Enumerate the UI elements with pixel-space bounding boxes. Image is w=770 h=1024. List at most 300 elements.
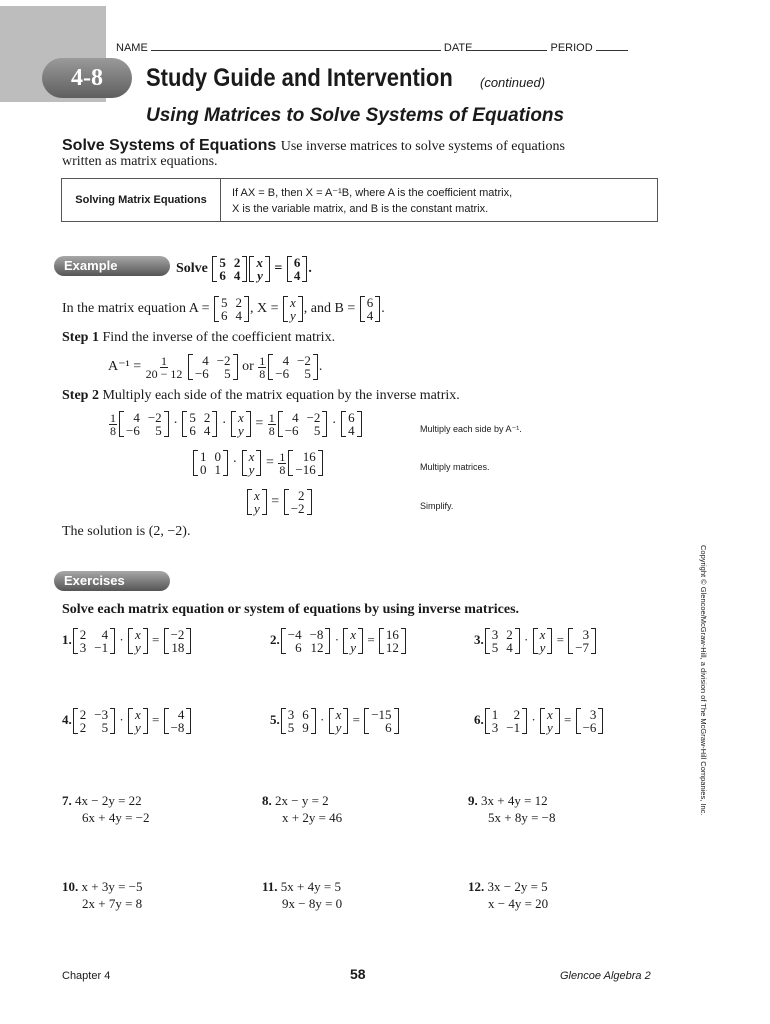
matrix xyxy=(128,628,148,654)
inverse-line: A⁻¹ = $\frac{1}{20 - 12}$ 4 −2 −6 5 or $\frac{1}{8}$ 4 −2 −6 5 . xyxy=(108,353,323,381)
section-heading xyxy=(62,137,565,155)
exercise-number: 1. xyxy=(62,631,72,647)
matrix-cells xyxy=(384,628,401,654)
exercise-number: 12. xyxy=(468,879,485,894)
matrix-cell: x xyxy=(335,707,342,722)
matrix xyxy=(540,708,560,734)
exercise-number: 10. xyxy=(62,879,79,894)
matrix-cell: 4 xyxy=(101,627,109,642)
matrix xyxy=(242,450,262,476)
a-inverse: A⁻¹ = xyxy=(108,359,142,375)
matrix-cell: x xyxy=(350,627,357,642)
lesson-badge: 4-8 xyxy=(42,58,132,98)
matrix-cell: 0 xyxy=(200,462,207,477)
matrix xyxy=(485,628,520,654)
matrix-cells xyxy=(348,628,358,654)
matrix xyxy=(214,296,249,322)
fraction xyxy=(258,355,266,380)
matrix-cell: 6 xyxy=(219,268,226,283)
rule-line-2: X is the variable matrix, and B is the constant matrix. xyxy=(232,203,489,215)
right-bracket xyxy=(522,708,527,734)
matrix-cell: y xyxy=(546,720,553,735)
matrix-cell: −2 xyxy=(216,353,231,368)
intro-pre: In the matrix equation A = xyxy=(62,301,210,317)
matrix-cell: −6 xyxy=(275,366,290,381)
matrix-cell: x xyxy=(256,255,263,270)
right-bracket xyxy=(591,628,596,654)
equation-2: 6x + 4y = −2 xyxy=(82,810,150,825)
matrix-cell: y xyxy=(290,308,296,323)
matrix-cell: 6 xyxy=(385,720,392,735)
matrix xyxy=(284,489,312,515)
matrix-cell: x xyxy=(290,295,296,310)
matrix-cells xyxy=(169,708,187,734)
matrix xyxy=(231,411,251,437)
name-label: NAME xyxy=(116,42,148,54)
matrix-cell: 5 xyxy=(101,720,109,735)
right-bracket xyxy=(547,628,552,654)
matrix-cell: 6 xyxy=(189,423,196,438)
exercise-number: 3. xyxy=(474,631,484,647)
fraction xyxy=(146,355,183,380)
right-bracket xyxy=(244,296,249,322)
matrix xyxy=(379,628,406,654)
matrix-cells xyxy=(545,708,555,734)
date-label: DATE xyxy=(443,42,473,54)
matrix-cell: 3 xyxy=(589,707,597,722)
right-bracket xyxy=(357,411,362,437)
note-simplify: Simplify. xyxy=(420,501,454,511)
matrix-exercise: 2. −4 −8 6 12 · x y = 16 12 xyxy=(270,628,407,654)
matrix-cell: −2 xyxy=(297,353,311,368)
matrix-cell: −6 xyxy=(284,423,299,438)
exercise-number: 2. xyxy=(270,631,280,647)
matrix-cells xyxy=(573,628,591,654)
matrix-cell: 4 xyxy=(235,308,242,323)
matrix-cell: 18 xyxy=(171,640,185,655)
right-bracket xyxy=(186,628,191,654)
matrix-cell: 4 xyxy=(233,268,241,283)
denominator: 8 xyxy=(279,462,286,477)
copyright-notice: Copyright © Glencoe/McGraw-Hill, a division of The McGraw-Hill Companies, Inc. xyxy=(699,545,708,816)
equation-2: 2x + 7y = 8 xyxy=(82,896,143,911)
matrix-cell: 1 xyxy=(214,462,221,477)
system-exercise xyxy=(262,878,342,912)
matrix-cell: 5 xyxy=(189,410,196,425)
matrix-cell: y xyxy=(335,720,342,735)
system-exercise xyxy=(468,792,556,826)
matrix-cell: −7 xyxy=(575,640,590,655)
matrix-cells xyxy=(193,354,233,380)
rule-box-label: Solving Matrix Equations xyxy=(62,179,221,221)
matrix xyxy=(188,354,238,380)
matrix-cells xyxy=(124,411,164,437)
matrix-cell: 12 xyxy=(385,640,399,655)
intro-and: , and B = xyxy=(303,301,356,317)
matrix-cell: x xyxy=(238,410,244,425)
step2-line-2: 1 0 0 1 · x y = $\frac{1}{8}$ 16 −16 xyxy=(192,450,324,476)
matrix-cell: 3 xyxy=(582,627,590,642)
matrix-cell: 0 xyxy=(214,449,221,464)
step-2 xyxy=(62,388,460,404)
matrix-cell: 3 xyxy=(491,627,499,642)
matrix-cells xyxy=(538,628,548,654)
matrix-cell: 4 xyxy=(366,308,374,323)
matrix xyxy=(73,628,115,654)
matrix-cell: 6 xyxy=(366,295,374,310)
matrix-cell: x xyxy=(248,449,255,464)
matrix-exercise: 6. 1 2 3 −1 · x y = 3 −6 xyxy=(474,708,604,734)
matrix-cells xyxy=(286,708,311,734)
matrix-cell: 5 xyxy=(491,640,499,655)
page-title: Study Guide and Intervention xyxy=(146,64,453,92)
matrix-cell: −2 xyxy=(290,501,305,516)
right-bracket xyxy=(358,628,363,654)
matrix-cell: 2 xyxy=(233,255,241,270)
footer-page-number: 58 xyxy=(350,966,366,982)
example-problem: Solve 5 2 6 4 x y = 6 4 . xyxy=(176,255,312,283)
matrix-cell: −15 xyxy=(371,707,392,722)
matrix-cell: y xyxy=(238,423,244,438)
right-bracket xyxy=(164,411,169,437)
matrix-cell: −1 xyxy=(94,640,109,655)
matrix-cells xyxy=(289,489,307,515)
footer-chapter: Chapter 4 xyxy=(62,970,111,982)
matrix xyxy=(283,296,303,322)
note-multiply-inverse: Multiply each side by A⁻¹. xyxy=(420,424,522,434)
matrix-cell: −3 xyxy=(94,707,109,722)
matrix xyxy=(164,628,192,654)
right-bracket xyxy=(401,628,406,654)
matrix-cells xyxy=(365,296,376,322)
matrix-cell: −2 xyxy=(147,410,162,425)
denominator: 8 xyxy=(110,423,116,438)
date-field[interactable] xyxy=(472,40,547,51)
matrix-cell: x xyxy=(254,488,260,503)
exercise-number: 6. xyxy=(474,711,484,727)
header-line xyxy=(116,40,628,54)
equation-2: 5x + 8y = −8 xyxy=(488,810,556,825)
equation-1: 3x + 4y = 12 xyxy=(481,793,548,808)
matrix-cell: y xyxy=(248,462,255,477)
matrix xyxy=(247,489,267,515)
exercise-number: 7. xyxy=(62,793,72,808)
right-bracket xyxy=(212,411,217,437)
matrix-cells xyxy=(334,708,344,734)
matrix-cell: 3 xyxy=(491,720,499,735)
right-bracket xyxy=(515,628,520,654)
matrix-cell: x xyxy=(134,627,141,642)
matrix-exercise: 1. 2 4 3 −1 · x y = −2 18 xyxy=(62,628,192,654)
matrix xyxy=(364,708,398,734)
footer-book-title: Glencoe Algebra 2 xyxy=(560,970,651,982)
matrix-cell: 4 xyxy=(177,707,185,722)
matrix xyxy=(281,708,316,734)
matrix-cell: 5 xyxy=(304,366,311,381)
matrix-cells xyxy=(78,708,110,734)
example-label: Example xyxy=(54,256,170,276)
matrix-cells xyxy=(254,256,265,282)
or-word: or xyxy=(242,359,254,375)
title-note: (continued) xyxy=(480,75,546,90)
right-bracket xyxy=(233,354,238,380)
matrix-cells xyxy=(217,256,242,282)
matrix-cell: 2 xyxy=(79,627,87,642)
matrix-cells xyxy=(133,628,143,654)
exercise-number: 8. xyxy=(262,793,272,808)
matrix-cell: 4 xyxy=(133,410,140,425)
rule-box-text xyxy=(232,185,512,217)
matrix xyxy=(128,708,148,734)
matrix-cell: y xyxy=(254,501,260,516)
matrix-cells xyxy=(169,628,187,654)
matrix-cell: y xyxy=(134,720,141,735)
system-exercise xyxy=(62,878,143,912)
matrix-cell: x xyxy=(134,707,141,722)
right-bracket xyxy=(110,708,115,734)
right-bracket xyxy=(311,708,316,734)
matrix xyxy=(249,256,270,282)
numerator: 1 xyxy=(279,449,286,464)
matrix-cells xyxy=(490,628,515,654)
example-solution: The solution is (2, −2). xyxy=(62,524,191,539)
matrix-cell: y xyxy=(134,640,141,655)
right-bracket xyxy=(256,450,261,476)
section-title: Solve Systems of Equations xyxy=(62,137,277,154)
matrix-cell: 2 xyxy=(298,488,305,503)
right-bracket xyxy=(302,256,307,282)
right-bracket xyxy=(186,708,191,734)
right-bracket xyxy=(394,708,399,734)
page-subtitle: Using Matrices to Solve Systems of Equations xyxy=(146,105,565,126)
matrix xyxy=(576,708,604,734)
system-exercise xyxy=(262,792,342,826)
matrix xyxy=(193,450,228,476)
right-bracket xyxy=(246,411,251,437)
fraction xyxy=(109,412,117,437)
equation-1: 2x − y = 2 xyxy=(275,793,329,808)
denominator: 20 − 12 xyxy=(145,366,183,381)
matrix-cell: 4 xyxy=(203,423,211,438)
solve-word: Solve xyxy=(176,261,208,277)
exercise-number: 11. xyxy=(262,879,278,894)
matrix xyxy=(281,628,331,654)
matrix-cell: 1 xyxy=(200,449,207,464)
numerator: 1 xyxy=(268,410,275,425)
fraction xyxy=(268,412,276,437)
matrix-cell: 3 xyxy=(79,640,87,655)
matrix xyxy=(341,411,362,437)
matrix-cell: 2 xyxy=(506,627,513,642)
matrix-cell: 6 xyxy=(220,308,228,323)
matrix-cell: 4 xyxy=(348,423,355,438)
equation-1: x + 3y = −5 xyxy=(81,879,143,894)
fraction xyxy=(278,451,286,476)
matrix-cell: 2 xyxy=(79,707,87,722)
matrix-cells xyxy=(78,628,110,654)
matrix-cell: −6 xyxy=(126,423,140,438)
right-bracket xyxy=(265,256,270,282)
matrix-cells xyxy=(581,708,599,734)
matrix xyxy=(533,628,553,654)
matrix-cell: −6 xyxy=(194,366,209,381)
step2-text: Multiply each side of the matrix equation by the inverse matrix. xyxy=(102,388,460,403)
step-1 xyxy=(62,330,335,346)
section-desc: Use inverse matrices to solve systems of equations xyxy=(280,139,565,154)
rule-box xyxy=(61,178,658,222)
matrix-cell: −1 xyxy=(506,720,521,735)
matrix-cells xyxy=(369,708,393,734)
matrix-cell: 5 xyxy=(224,366,231,381)
exercises-instruction: Solve each matrix equation or system of equations by using inverse matrices. xyxy=(62,602,520,617)
matrix-cell: 4 xyxy=(282,353,290,368)
matrix-cells xyxy=(346,411,357,437)
right-bracket xyxy=(223,450,228,476)
right-bracket xyxy=(598,708,603,734)
matrix-cell: 5 xyxy=(313,423,321,438)
matrix xyxy=(164,708,192,734)
system-exercise xyxy=(468,878,548,912)
matrix-cell: 5 xyxy=(287,720,295,735)
matrix-cells xyxy=(292,256,303,282)
matrix-cell: 6 xyxy=(348,410,355,425)
matrix xyxy=(73,708,115,734)
exercise-number: 9. xyxy=(468,793,478,808)
matrix-exercise: 3. 3 2 5 4 · x y = 3 −7 xyxy=(474,628,597,654)
matrix-cells xyxy=(252,489,262,515)
intro-x: , X = xyxy=(249,301,279,317)
matrix-cell: 2 xyxy=(79,720,87,735)
matrix-cells xyxy=(198,450,223,476)
equation-1: 4x − 2y = 22 xyxy=(75,793,142,808)
matrix-exercise: 4. 2 −3 2 5 · x y = 4 −8 xyxy=(62,708,192,734)
system-exercise xyxy=(62,792,150,826)
matrix-cell: x xyxy=(546,707,553,722)
matrix-cells xyxy=(247,450,257,476)
period-field[interactable] xyxy=(596,40,628,51)
right-bracket xyxy=(343,708,348,734)
numerator: 1 xyxy=(110,410,116,425)
matrix-cells xyxy=(283,411,323,437)
matrix-cell: 6 xyxy=(295,640,302,655)
right-bracket xyxy=(143,708,148,734)
matrix-cells xyxy=(133,708,143,734)
section-desc-2: written as matrix equations. xyxy=(62,154,218,169)
exercise-number: 5. xyxy=(270,711,280,727)
right-bracket xyxy=(322,411,327,437)
exercises-label: Exercises xyxy=(54,571,170,591)
period-label: PERIOD xyxy=(550,42,593,54)
rule-line-1: If AX = B, then X = A⁻¹B, where A is the coefficient matrix, xyxy=(232,187,513,199)
matrix-cell: 5 xyxy=(155,423,162,438)
denominator: 8 xyxy=(259,366,266,381)
matrix-cell: 12 xyxy=(310,640,324,655)
right-bracket xyxy=(298,296,303,322)
right-bracket xyxy=(325,628,330,654)
matrix-cell: 4 xyxy=(293,268,301,283)
matrix-cells xyxy=(236,411,246,437)
matrix xyxy=(343,628,363,654)
right-bracket xyxy=(555,708,560,734)
matrix xyxy=(360,296,381,322)
right-bracket xyxy=(318,450,323,476)
matrix-cells xyxy=(293,450,317,476)
exercise-number: 4. xyxy=(62,711,72,727)
matrix-cell: 2 xyxy=(513,707,521,722)
matrix-cell: 9 xyxy=(302,720,309,735)
matrix xyxy=(568,628,596,654)
matrix-cell: x xyxy=(539,627,546,642)
right-bracket xyxy=(242,256,247,282)
step1-label: Step 1 xyxy=(62,330,99,345)
matrix xyxy=(182,411,217,437)
matrix xyxy=(329,708,349,734)
step1-text: Find the inverse of the coefficient matrix. xyxy=(102,330,336,345)
matrix-cells xyxy=(273,354,313,380)
equation-1: 5x + 4y = 5 xyxy=(280,879,341,894)
step2-line-1: $\frac{1}{8}$ 4 −2 −6 5 · 5 2 6 4 · x y = $\frac{1}{8}$ 4 −2 −6 5 · 6 4 xyxy=(108,411,363,437)
matrix-cell: 16 xyxy=(385,627,399,642)
matrix-cell: −6 xyxy=(582,720,597,735)
matrix xyxy=(212,256,247,282)
matrix-cell: −4 xyxy=(287,627,302,642)
name-field[interactable] xyxy=(151,40,441,51)
matrix-cell: y xyxy=(539,640,546,655)
matrix-cell: 5 xyxy=(219,255,226,270)
matrix-cell: 5 xyxy=(220,295,228,310)
matrix xyxy=(485,708,527,734)
right-bracket xyxy=(307,489,312,515)
matrix-cell: −2 xyxy=(170,627,185,642)
equation-2: 9x − 8y = 0 xyxy=(282,896,343,911)
matrix-cell: y xyxy=(257,268,263,283)
matrix-cell: −8 xyxy=(170,720,185,735)
matrix-cell: y xyxy=(350,640,357,655)
matrix-cell: −16 xyxy=(295,462,316,477)
right-bracket xyxy=(375,296,380,322)
matrix-cell: 2 xyxy=(203,410,211,425)
note-multiply-matrices: Multiply matrices. xyxy=(420,462,490,472)
matrix-cell: 6 xyxy=(302,707,309,722)
numerator: 1 xyxy=(160,353,167,368)
right-bracket xyxy=(143,628,148,654)
matrix-cells xyxy=(286,628,326,654)
denominator: 8 xyxy=(268,423,275,438)
matrix xyxy=(278,411,328,437)
right-bracket xyxy=(313,354,318,380)
matrix xyxy=(287,256,308,282)
step2-label: Step 2 xyxy=(62,388,99,403)
matrix-cell: 6 xyxy=(293,255,301,270)
step2-line-3: x y = 2 −2 xyxy=(246,489,313,515)
matrix-cell: 4 xyxy=(202,353,209,368)
example-intro: In the matrix equation A = 5 2 6 4 , X = x y , and B = 6 4 . xyxy=(62,295,385,323)
matrix-cell: 1 xyxy=(491,707,499,722)
matrix-cell: 2 xyxy=(235,295,242,310)
matrix-cell: −8 xyxy=(309,627,324,642)
matrix-cell: 4 xyxy=(506,640,513,655)
right-bracket xyxy=(110,628,115,654)
matrix xyxy=(288,450,322,476)
numerator: 1 xyxy=(259,353,266,368)
matrix-cells xyxy=(490,708,522,734)
matrix-cell: −2 xyxy=(306,410,321,425)
matrix-cells xyxy=(219,296,244,322)
equation-2: x + 2y = 46 xyxy=(282,810,343,825)
matrix-cell: 16 xyxy=(302,449,316,464)
matrix-exercise: 5. 3 6 5 9 · x y = −15 6 xyxy=(270,708,400,734)
matrix-cells xyxy=(187,411,212,437)
